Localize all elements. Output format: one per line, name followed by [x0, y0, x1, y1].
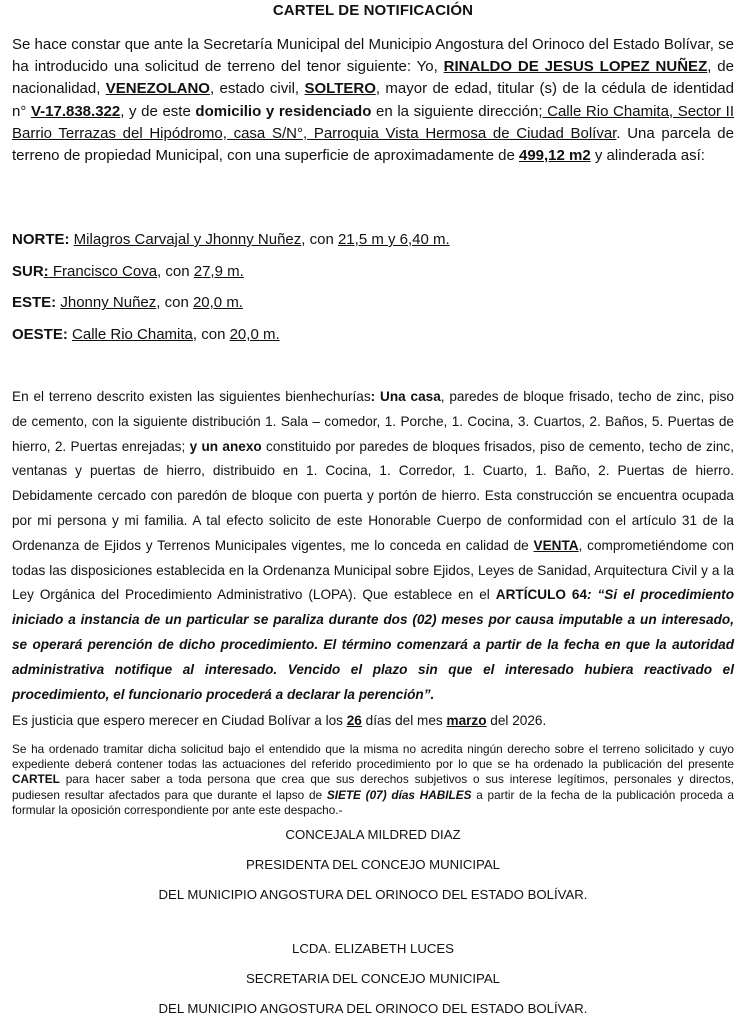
- desc-text-2: , paredes de bloque frisado, techo de zinc, piso de cemento, con la siguiente distribución 1. Sala – comedor, 1. Porche, 1. Cocina, 3. Cuartos, 2. Baños, 5. Puertas de hierro, 2. Puertas enrejadas;: [12, 389, 734, 454]
- applicant-nationality: VENEZOLANO: [105, 80, 210, 98]
- boundary-label: NORTE:: [12, 231, 70, 248]
- publication-order-paragraph: [12, 742, 734, 818]
- justice-text-3: del 2026.: [486, 713, 547, 728]
- intro-text-8: y alinderada así:: [590, 147, 705, 165]
- order-period: SIETE (07) días HABILES: [326, 787, 472, 802]
- boundary-measure: 27,9 m.: [193, 262, 244, 280]
- desc-text-4: , comprometiéndome con todas las disposiciones establecida en la Ordenanza Municipal sobre Ejidos, Leyes de Sanidad, Arquitectura Civil y a la Ley Orgánica del Procedimiento Administrativo (LOPA). Que establece en el: [12, 537, 734, 603]
- boundary-neighbor: Calle Rio Chamita: [72, 326, 193, 344]
- intro-text-2: , de nacionalidad,: [12, 58, 734, 98]
- boundary-separator: , con: [157, 262, 194, 280]
- intro-text-7: . Una parcela de terreno de propiedad Municipal, con una superficie de aproximadamente de: [12, 124, 734, 165]
- order-cartel: CARTEL: [12, 772, 60, 787]
- justice-day: 26: [346, 713, 362, 728]
- improvements-paragraph: [12, 385, 734, 707]
- intro-text-4: , mayor de edad, titular (s) de la cédula de identidad n°: [12, 80, 734, 120]
- boundary-separator: , con: [301, 231, 338, 248]
- signatory-1-org: DEL MUNICIPIO ANGOSTURA DEL ORINOCO DEL ESTADO BOLÍVAR.: [158, 887, 588, 902]
- boundary-neighbor: Jhonny Nuñez: [60, 294, 157, 312]
- desc-text-1: En el terreno descrito existen las siguientes bienhechurías: [12, 389, 371, 404]
- boundary-east: [12, 291, 734, 314]
- boundary-neighbor: Milagros Carvajal y Jhonny Nuñez: [73, 231, 302, 248]
- document-title: CARTEL DE NOTIFICACIÓN: [272, 2, 474, 19]
- desc-annex: y un anexo: [189, 438, 262, 454]
- desc-text-3: constituido por paredes de bloques frisados, piso de cemento, techo de zinc, ventanas y puertas de hierro, distribuido en 1. Cocina, 1. Corredor, 1. Cuarto, 1. Baño, 2. Puertas de hierro. Debidamente cercado con paredón de bloque con puerta y portón de hierro. Esta construcción se encuentra ocupada por mi persona y mi familia. A tal efecto solicito de este Honorable Cuerpo de conformidad con el artículo 31 de la Ordenanza de Ejidos y Terrenos Municipales vigentes, me lo conceda en calidad de: [12, 438, 734, 553]
- boundary-label: SUR: [12, 262, 44, 280]
- intro-paragraph: [12, 34, 734, 167]
- applicant-name: RINALDO DE JESUS LOPEZ NUÑEZ: [443, 58, 708, 76]
- order-text-3: a partir de la fecha de la publicación proceda a formular la oposición correspondiente por ante este despacho.-: [12, 787, 734, 817]
- boundary-south: [12, 260, 734, 283]
- boundary-label: ESTE:: [12, 294, 57, 312]
- boundary-north: [12, 228, 734, 251]
- signatory-2-role: SECRETARIA DEL CONCEJO MUNICIPAL: [245, 971, 501, 986]
- article-quote: : “Si el procedimiento iniciado a instancia de un particular se paraliza durante dos (02) meses por causa imputable a un interesado, se operará perención de dicho procedimiento. El término comenzará a partir de la fecha en que la autoridad administrativa notifique al interesado. Vencido el plazo sin que el interesado hubiera reactivado el procedimiento, el funcionario procederá a declarar la perención”.: [12, 587, 734, 702]
- justice-text-2: días del mes: [361, 713, 447, 728]
- intro-text-3: , estado civil,: [209, 80, 305, 98]
- boundary-separator: , con: [192, 326, 230, 344]
- boundary-label-colon: :: [43, 262, 49, 280]
- boundary-measure: 20,0 m.: [192, 294, 243, 312]
- boundary-separator: , con: [156, 294, 193, 312]
- signatory-2-org: DEL MUNICIPIO ANGOSTURA DEL ORINOCO DEL ESTADO BOLÍVAR.: [158, 1001, 588, 1016]
- justice-line: [12, 710, 734, 732]
- order-text-1: Se ha ordenado tramitar dicha solicitud bajo el entendido que la misma no acredita ningún derecho sobre el terreno solicitado y cuyo expediente deberá contener todas las actuaciones del referido procedimiento por lo que se ha ordenado la publicación del presente: [12, 742, 734, 772]
- intro-text-5: , y de este: [120, 102, 196, 120]
- boundaries-list: [12, 228, 734, 355]
- boundary-measure: 20,0 m.: [229, 326, 280, 344]
- applicant-civil-status: SOLTERO: [304, 80, 376, 98]
- boundary-label: OESTE:: [12, 326, 68, 344]
- applicant-id-number: V-17.838.322: [30, 102, 121, 120]
- applicant-address: ; Calle Rio Chamita, Sector II Barrio Terrazas del Hipódromo, casa S/N°, Parroquia Vista Hermosa de Ciudad Bolívar: [12, 102, 735, 142]
- parcel-area: 499,12 m2: [518, 147, 591, 165]
- intro-text-1: Se hace constar que ante la Secretaría Municipal del Municipio Angostura del Orinoco del Estado Bolívar, se ha introducido una solicitud de terreno del tenor siguiente: Yo,: [12, 36, 734, 76]
- applicant-domicile: domicilio y residenciado: [195, 102, 372, 120]
- article-reference: ARTÍCULO 64: [495, 587, 588, 603]
- order-text-2: para hacer saber a toda persona que crea que sus derechos subjetivos o sus interese legítimos, personales y directos, pudiesen resultar afectados para que durante el lapso de: [12, 772, 734, 802]
- justice-text-1: Es justicia que espero merecer en Ciudad Bolívar a los: [12, 713, 347, 728]
- intro-text-6: en la siguiente dirección: [371, 102, 539, 120]
- signatory-1-role: PRESIDENTA DEL CONCEJO MUNICIPAL: [245, 857, 501, 872]
- boundary-measure: 21,5 m y 6,40 m.: [337, 231, 450, 248]
- signatory-2-name: LCDA. ELIZABETH LUCES: [292, 941, 454, 956]
- sale-term: VENTA: [533, 537, 579, 553]
- justice-month: marzo: [446, 713, 487, 728]
- boundary-neighbor: Francisco Cova: [48, 262, 158, 280]
- desc-house: : Una casa: [370, 389, 441, 404]
- signatory-1-name: CONCEJALA MILDRED DIAZ: [285, 827, 461, 842]
- boundary-west: [12, 323, 734, 346]
